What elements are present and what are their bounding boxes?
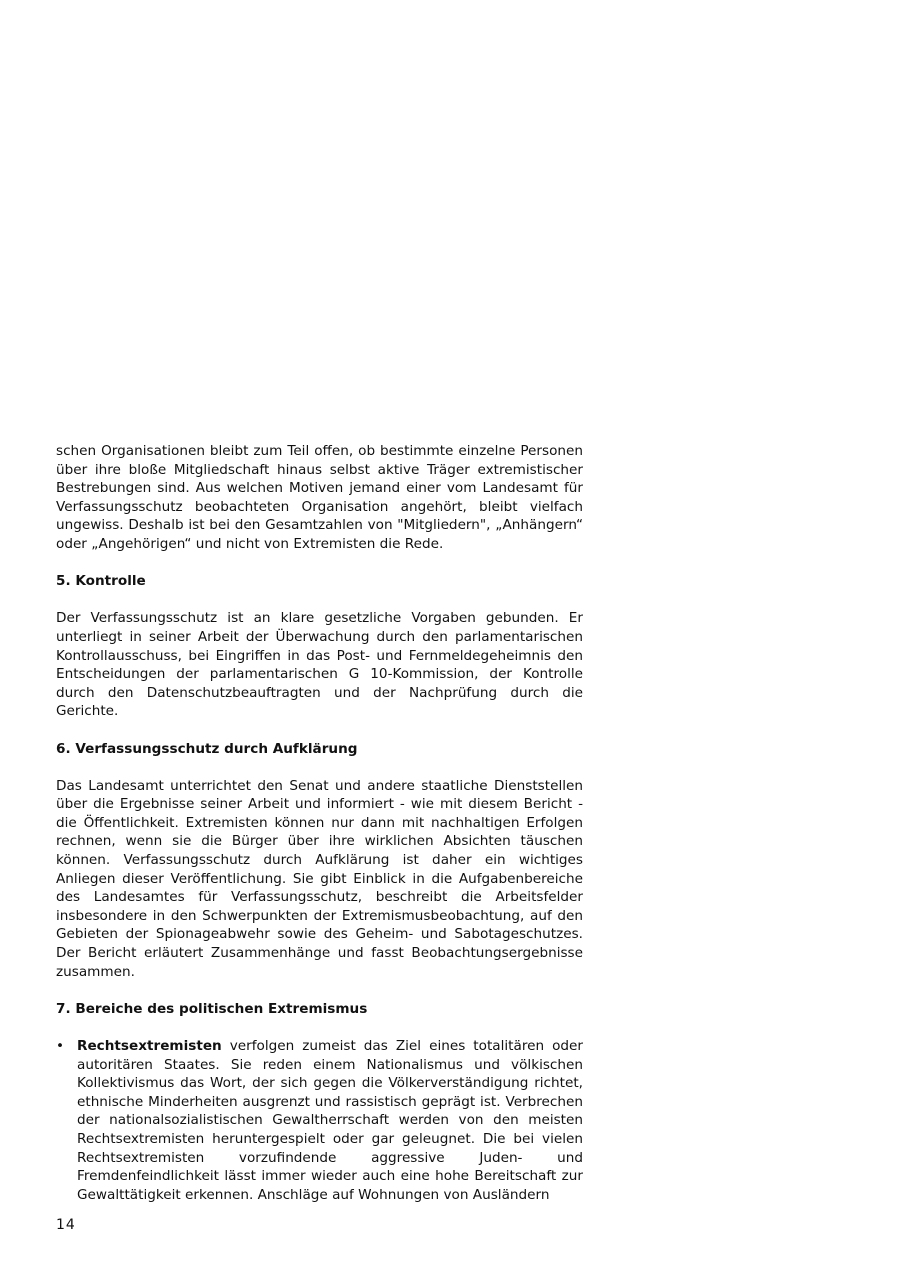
section-heading-kontrolle: 5. Kontrolle (56, 573, 146, 590)
intro-paragraph: schen Organisationen bleibt zum Teil offen, ob bestimmte einzelne Personen über ihre bloße Mitgliedschaft hinaus selbst aktive Träger extremistischer Bestrebungen sind. Aus welchen Motiven jemand einer vom Landesamt für Verfassungsschutz beobachteten Organisation angehört, bleibt vielfach ungewiss. Deshalb ist bei den Gesamtzahlen von "Mitgliedern", „Anhängern“ oder „Angehörigen“ und nicht von Extremisten die Rede. (56, 443, 583, 552)
spacer (56, 1018, 583, 1037)
bullet-list (56, 1037, 583, 1204)
bullet-text: verfolgen zumeist das Ziel eines totalitären oder autoritären Staates. Sie reden einem Nationalismus und völkischen Kollektivismus das Wort, der sich gegen die Völkerverständigung richtet, ethnische Minderheiten ausgrenzt und rassistisch geprägt ist. Verbrechen der nationalsozialistischen Gewaltherrschaft werden von den meisten Rechtsextremisten heruntergespielt oder gar geleugnet. Die bei vielen Rechtsextremisten vorzufindende aggressive Juden- und Fremdenfeindlichkeit lässt immer wieder auch eine hohe Bereitschaft zur Gewalttätigkeit erkennen. Anschläge auf Wohnungen von Ausländern (77, 1038, 583, 1203)
section-body-kontrolle: Der Verfassungsschutz ist an klare gesetzliche Vorgaben gebunden. Er unterliegt in seiner Arbeit der Überwachung durch den parlamentarischen Kontrollausschuss, bei Eingriffen in das Post- und Fernmeldegeheimnis den Entscheidungen der parlamentarischen G 10-Kommission, der Kontrolle durch den Datenschutzbeauftragten und der Nachprüfung durch die Gerichte. (56, 610, 583, 720)
page-number: 14 (56, 1217, 76, 1233)
section-heading-extremismus: 7. Bereiche des politischen Extremismus (56, 1000, 368, 1017)
page-content (56, 442, 583, 1204)
bullet-term: Rechtsextremisten (77, 1038, 222, 1054)
spacer (56, 591, 583, 610)
spacer (56, 758, 583, 777)
section-heading-aufklaerung: 6. Verfassungsschutz durch Aufklärung (56, 740, 358, 757)
bullet-marker: • (56, 1038, 65, 1054)
list-item (56, 1037, 583, 1204)
spacer (56, 721, 583, 740)
spacer (56, 554, 583, 573)
spacer (56, 981, 583, 1000)
section-body-aufklaerung: Das Landesamt unterrichtet den Senat und andere staatliche Dienststellen über die Ergebnisse seiner Arbeit und informiert - wie mit diesem Bericht - die Öffentlichkeit. Extremisten können nur dann mit nachhaltigen Erfolgen rechnen, wenn sie die Bürger über ihre wirklichen Absichten täuschen können. Verfassungsschutz durch Aufklärung ist daher ein wichtiges Anliegen dieser Veröffentlichung. Sie gibt Einblick in die Aufgabenbereiche des Landesamtes für Verfassungsschutz, beschreibt die Arbeitsfelder insbesondere in den Schwerpunkten der Extremismusbeobachtung, auf den Gebieten der Spionageabwehr sowie des Geheim- und Sabotageschutzes. Der Bericht erläutert Zusammenhänge und fasst Beobachtungsergebnisse zusammen. (56, 777, 583, 980)
